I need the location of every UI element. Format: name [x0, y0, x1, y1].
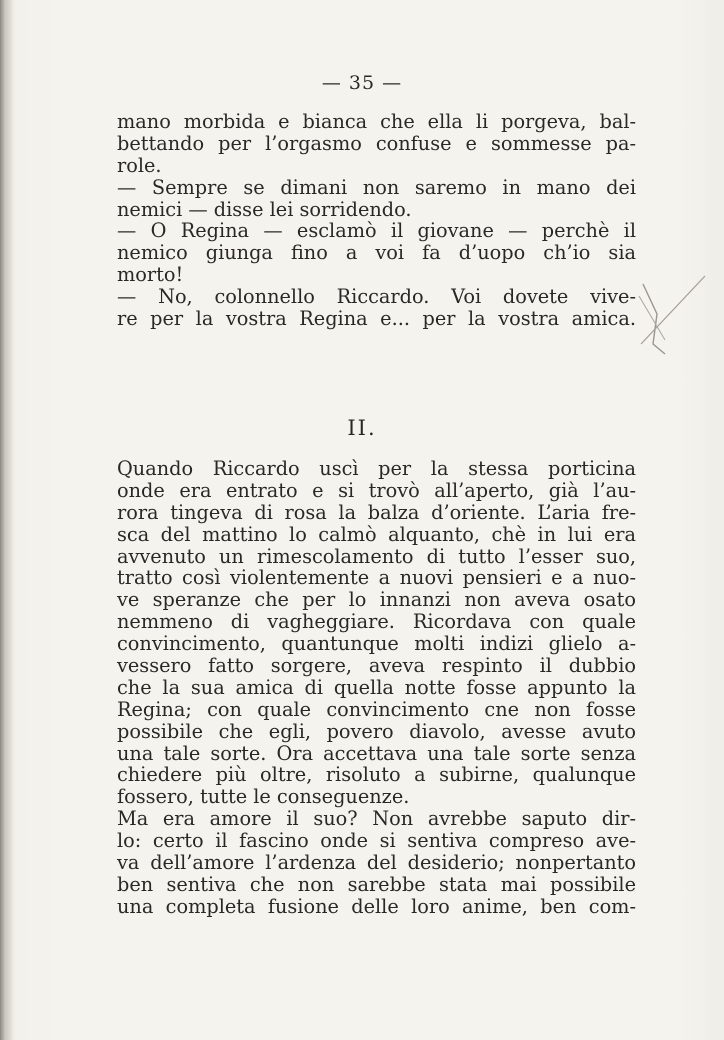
text-line: avvenuto un rimescolamento di tutto l’esser suo, [117, 544, 636, 568]
text-line: nemico giunga fino a voi fa d’uopo ch’io sia [117, 241, 636, 265]
text-line: chiedere più oltre, risoluto a subirne, qualunque [117, 763, 636, 787]
text-line: — Sempre se dimani non saremo in mano dei [117, 175, 636, 199]
text-line: re per la vostra Regina e... per la vostra amica. [117, 307, 636, 331]
text-line: che la sua amica di quella notte fosse appunto la [117, 675, 636, 699]
text-line: — O Regina — esclamò il giovane — perchè il [117, 219, 636, 243]
chapter-heading: II. [347, 416, 377, 440]
text-line: ve speranze che per lo innanzi non aveva osato [117, 588, 636, 612]
text-line: mano morbida e bianca che ella li porgeva, bal- [117, 110, 636, 133]
text-block-1 [117, 111, 636, 330]
text-line: convincimento, quantunque molti indizi glielo a- [117, 632, 636, 656]
text-line: ben sentiva che non sarebbe stata mai possibile [117, 872, 636, 896]
text-line: tratto così violentemente a nuovi pensieri e a nuo- [117, 566, 636, 590]
text-line: possibile che egli, povero diavolo, avesse avuto [117, 719, 636, 743]
text-line: Ma era amore il suo? Non avrebbe saputo dir- [117, 807, 636, 831]
binding-edge [0, 0, 14, 1040]
text-line: una completa fusione delle loro anime, ben com- [117, 894, 636, 918]
text-line: lo: certo il fascino onde si sentiva compreso ave- [117, 829, 636, 853]
text-line: una tale sorte. Ora accettava una tale sorte senza [117, 741, 636, 765]
text-line: fossero, tutte le conseguenze. [117, 785, 410, 809]
text-line: vessero fatto sorgere, aveva respinto il dubbio [117, 654, 636, 678]
text-line: va dell’amore l’ardenza del desiderio; nonpertanto [117, 851, 636, 875]
text-line: bettando per l’orgasmo confuse e sommesse pa- [117, 131, 636, 155]
pencil-mark [635, 270, 715, 360]
text-line: — No, colonnello Riccardo. Voi dovete vive- [117, 285, 636, 309]
text-line: nemmeno di vagheggiare. Ricordava con quale [117, 610, 636, 634]
text-line: rora tingeva di rosa la balza d’oriente. L’aria fre- [117, 500, 636, 524]
text-line: morto! [117, 263, 184, 287]
text-line: sca del mattino lo calmò alquanto, chè in lui era [117, 522, 636, 546]
text-block-2 [117, 458, 636, 918]
text-line: role. [117, 153, 162, 177]
text-line: Quando Riccardo uscì per la stessa porticina [117, 457, 636, 480]
text-line: Regina; con quale convincimento cne non fosse [117, 697, 636, 721]
text-line: onde era entrato e si trovò all’aperto, già l’au- [117, 478, 636, 502]
text-line: nemici — disse lei sorridendo. [117, 197, 412, 221]
page-number: — 35 — [321, 72, 403, 94]
